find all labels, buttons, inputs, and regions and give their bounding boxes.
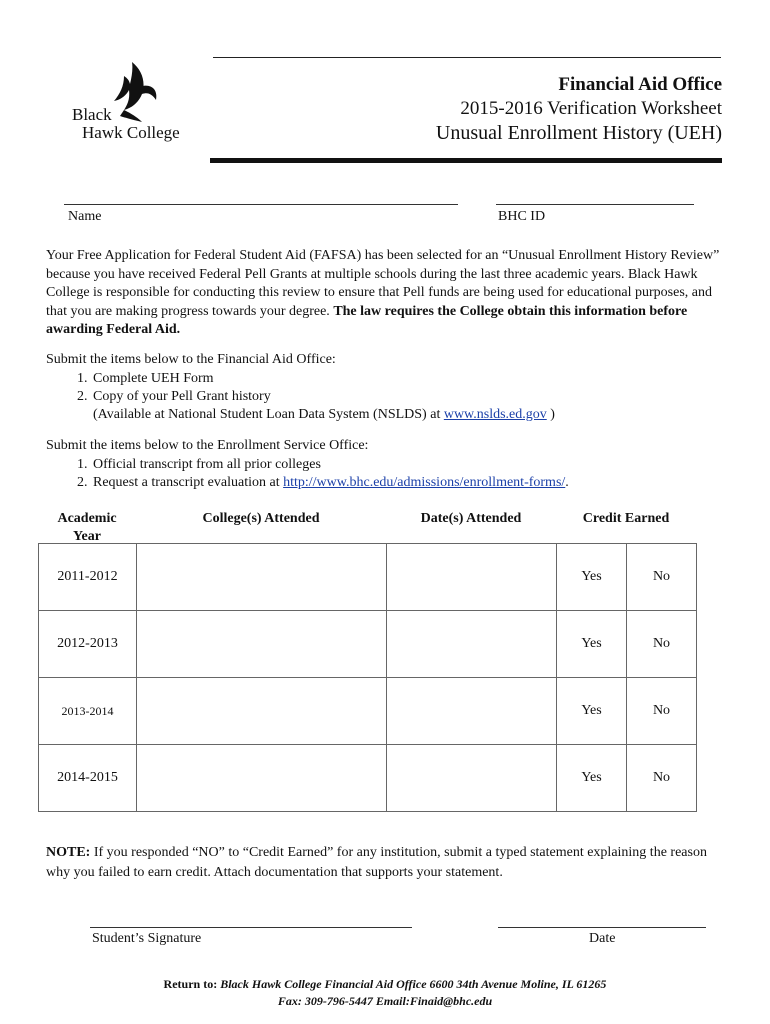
table-row bbox=[39, 678, 697, 745]
college-cell[interactable] bbox=[137, 544, 387, 611]
worksheet-title: 2015-2016 Verification Worksheet bbox=[460, 98, 722, 119]
academic-label: Academic bbox=[57, 511, 117, 526]
footer bbox=[40, 976, 730, 1010]
date-field[interactable] bbox=[498, 927, 706, 928]
note-paragraph bbox=[46, 843, 730, 883]
signature-field[interactable] bbox=[90, 927, 412, 928]
col-header-credit: Credit Earned bbox=[582, 511, 670, 526]
es-item-1: 1. Official transcript from all prior colleges bbox=[91, 456, 736, 474]
bhc-id-field[interactable] bbox=[496, 204, 694, 205]
col-header-academic-year bbox=[38, 510, 136, 546]
note-text: If you responded “NO” to “Credit Earned” for any institution, submit a typed statement explaining the reason why you failed to earn credit. Attach documentation that supports your statement. bbox=[46, 845, 707, 880]
name-label: Name bbox=[68, 209, 102, 224]
signature-label: Student’s Signature bbox=[92, 931, 202, 946]
es-list bbox=[46, 456, 736, 492]
financial-aid-section bbox=[46, 351, 726, 424]
dates-cell[interactable] bbox=[387, 745, 557, 812]
return-label: Return to: bbox=[163, 977, 221, 991]
footer-address: Black Hawk College Financial Aid Office 6600 34th Avenue Moline, IL 61265 bbox=[220, 977, 607, 991]
footer-line-1 bbox=[40, 976, 730, 993]
table-row bbox=[39, 611, 697, 678]
no-option[interactable]: No bbox=[627, 611, 697, 678]
no-option[interactable]: No bbox=[627, 745, 697, 812]
logo-line1: Black bbox=[72, 105, 112, 124]
year-cell: 2013-2014 bbox=[39, 678, 137, 745]
intro-paragraph bbox=[46, 247, 726, 340]
name-field[interactable] bbox=[64, 204, 458, 205]
footer-line-2: Fax: 309-796-5447 Email:Finaid@bhc.edu bbox=[277, 994, 493, 1008]
es-heading: Submit the items below to the Enrollment Service Office: bbox=[46, 438, 369, 453]
no-option[interactable]: No bbox=[627, 544, 697, 611]
dates-cell[interactable] bbox=[387, 611, 557, 678]
table-row bbox=[39, 544, 697, 611]
nslds-link[interactable]: www.nslds.ed.gov bbox=[443, 406, 547, 422]
year-cell: 2012-2013 bbox=[39, 611, 137, 678]
dates-cell[interactable] bbox=[387, 678, 557, 745]
logo-line2: Hawk College bbox=[82, 123, 180, 142]
yes-option[interactable]: Yes bbox=[557, 745, 627, 812]
header-bottom-rule bbox=[210, 158, 722, 163]
bhc-id-label: BHC ID bbox=[498, 209, 546, 224]
college-cell[interactable] bbox=[137, 678, 387, 745]
fa-heading: Submit the items below to the Financial Aid Office: bbox=[46, 352, 336, 367]
date-label: Date bbox=[589, 931, 616, 946]
es-item-2-post: . bbox=[565, 474, 569, 490]
year-cell: 2011-2012 bbox=[39, 544, 137, 611]
college-cell[interactable] bbox=[137, 611, 387, 678]
enrollment-service-section bbox=[46, 437, 736, 492]
form-title: Unusual Enrollment History (UEH) bbox=[435, 122, 722, 144]
header-top-rule bbox=[213, 57, 721, 58]
es-item-2-text: Request a transcript evaluation at bbox=[93, 474, 284, 490]
fa-item-2-note-post: ) bbox=[546, 406, 555, 422]
fa-item-1: 1. Complete UEH Form bbox=[91, 370, 726, 388]
yes-option[interactable]: Yes bbox=[557, 544, 627, 611]
intro-bold-text: The law requires the College obtain this information before awarding Federal Aid. bbox=[46, 303, 688, 337]
college-logo bbox=[68, 60, 198, 144]
fa-item-2-note-pre: (Available at National Student Loan Data System (NSLDS) at bbox=[93, 406, 444, 422]
college-cell[interactable] bbox=[137, 745, 387, 812]
office-title: Financial Aid Office bbox=[558, 74, 722, 95]
enrollment-table bbox=[38, 543, 697, 812]
year-cell: 2014-2015 bbox=[39, 745, 137, 812]
no-option[interactable]: No bbox=[627, 678, 697, 745]
note-label: NOTE: bbox=[46, 845, 91, 860]
fa-item-2 bbox=[91, 388, 726, 424]
fa-list bbox=[46, 370, 726, 424]
col-header-colleges: College(s) Attended bbox=[202, 511, 320, 526]
dates-cell[interactable] bbox=[387, 544, 557, 611]
year-label: Year bbox=[73, 529, 101, 544]
col-header-dates: Date(s) Attended bbox=[420, 511, 522, 526]
es-item-2 bbox=[91, 474, 736, 492]
fa-item-2-text: Copy of your Pell Grant history bbox=[93, 388, 271, 404]
yes-option[interactable]: Yes bbox=[557, 611, 627, 678]
intro-text: Your Free Application for Federal Student Aid (FAFSA) has been selected for an “Unusual Enrollment History Review” because you have received Federal Pell Grants at multiple schools during the last three academic years. Black Hawk College is responsible for conducting this review to ensure that Pell funds are being used for educational purposes, and that you are making progress towards your degree. bbox=[46, 248, 720, 319]
enrollment-forms-link[interactable]: http://www.bhc.edu/admissions/enrollment-forms/ bbox=[283, 474, 566, 490]
table-row bbox=[39, 745, 697, 812]
yes-option[interactable]: Yes bbox=[557, 678, 627, 745]
